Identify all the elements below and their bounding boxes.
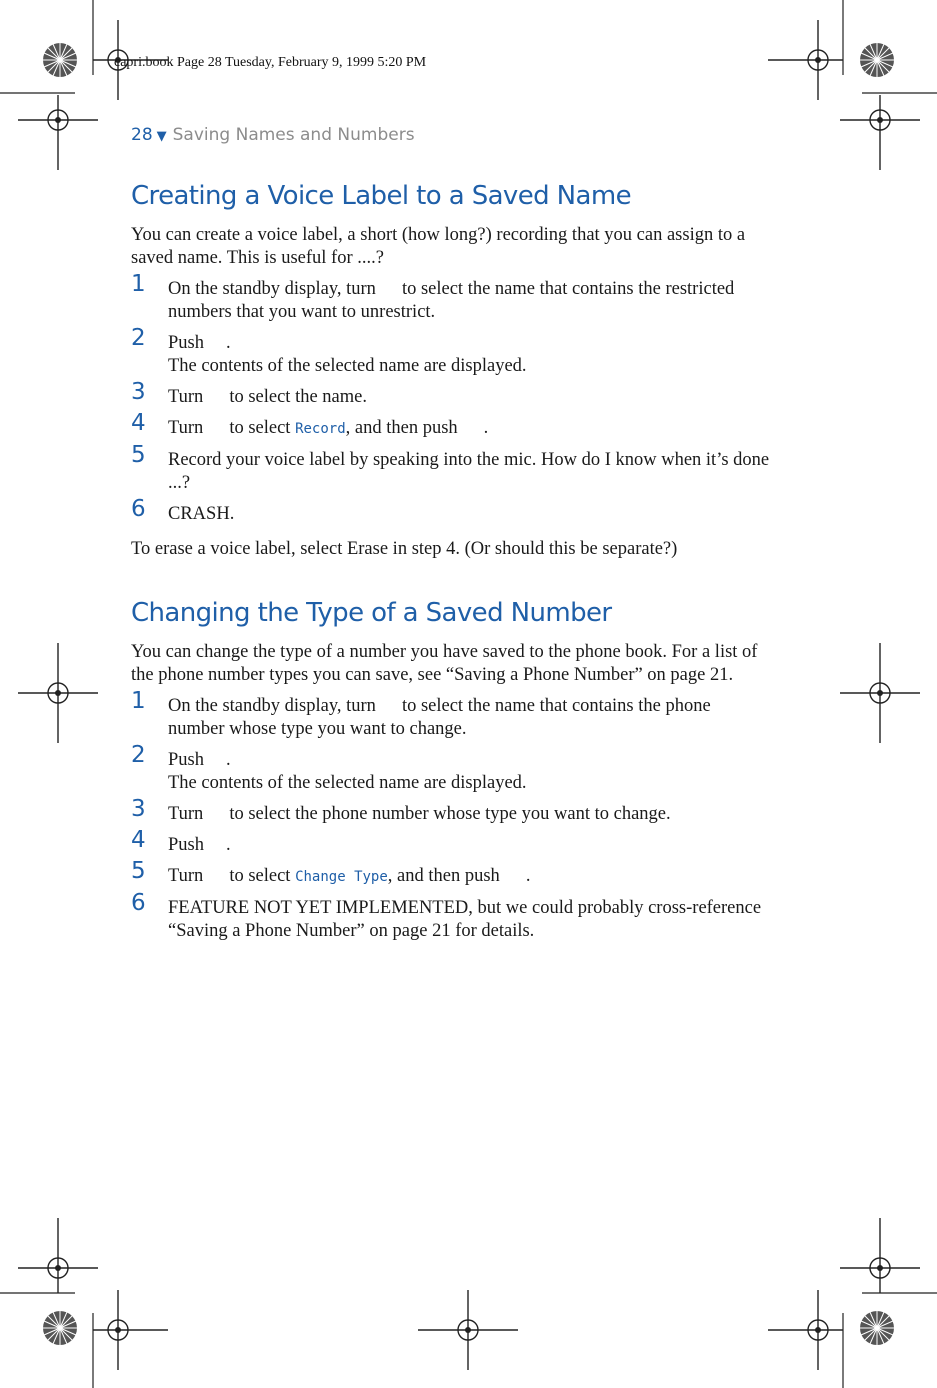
starburst-mark	[860, 43, 894, 77]
page-body	[131, 178, 771, 943]
step-number: 6	[131, 890, 146, 916]
step: 2 Push . The contents of the selected name are displayed.	[131, 749, 771, 795]
step: 3 Turn to select the phone number whose type you want to change.	[131, 796, 671, 824]
section-note: To erase a voice label, select Erase in step 4. (Or should this be separate?)	[131, 539, 678, 559]
step-number: 4	[131, 410, 146, 436]
page-number: 28	[131, 125, 153, 145]
step: 3 Turn to select the name.	[131, 379, 367, 407]
print-slug: capri.book Page 28 Tuesday, February 9, 1999 5:20 PM	[114, 55, 427, 70]
step-number: 2	[131, 325, 146, 351]
step: 5 Turn to select Change Type, and then push .	[131, 858, 531, 886]
menu-option: Change Type	[295, 869, 388, 885]
target-mark	[768, 20, 843, 100]
target-mark	[840, 95, 920, 170]
starburst-mark	[860, 1311, 894, 1345]
step: 2 Push . The contents of the selected name are displayed.	[131, 332, 771, 378]
step-number: 1	[131, 688, 146, 714]
step-result: The contents of the selected name are displayed.	[168, 356, 527, 376]
step: 4 Push .	[131, 827, 231, 855]
step-number: 6	[131, 496, 146, 522]
step-list	[131, 688, 771, 943]
step-number: 3	[131, 796, 146, 822]
section-intro: You can create a voice label, a short (how long?) recording that you can assign to a saved name. This is useful for ....?	[131, 225, 746, 268]
step: 1 On the standby display, turn to select the name that contains the restricted numbers that you want to unrestrict.	[131, 271, 735, 322]
section-name: Saving Names and Numbers	[172, 125, 415, 145]
target-mark	[18, 95, 98, 170]
step-list	[131, 271, 771, 526]
step-number: 2	[131, 742, 146, 768]
step-number: 4	[131, 827, 146, 853]
menu-option: Record	[295, 421, 346, 437]
target-mark	[840, 1218, 920, 1293]
step: 1 On the standby display, turn to select the name that contains the phone number whose type you want to change.	[131, 688, 711, 739]
step: 5 Record your voice label by speaking into the mic. How do I know when it’s done ...?	[131, 442, 770, 493]
step-number: 3	[131, 379, 146, 405]
step-number: 1	[131, 271, 146, 297]
running-head	[131, 125, 415, 145]
step: 6 FEATURE NOT YET IMPLEMENTED, but we could probably cross-reference “Saving a Phone Number” on page 21 for details.	[131, 890, 762, 941]
step-result: The contents of the selected name are displayed.	[168, 773, 527, 793]
target-mark	[93, 1290, 168, 1370]
target-mark	[18, 1218, 98, 1293]
section-title: Changing the Type of a Saved Number	[131, 598, 612, 628]
step-number: 5	[131, 858, 146, 884]
starburst-mark	[43, 1311, 77, 1345]
step: 6 CRASH.	[131, 496, 235, 524]
step: 4 Turn to select Record, and then push .	[131, 410, 489, 438]
step-number: 5	[131, 442, 146, 468]
triangle-down-icon: ▼	[156, 129, 167, 144]
section-title: Creating a Voice Label to a Saved Name	[131, 181, 631, 211]
starburst-mark	[43, 43, 77, 77]
section-intro: You can change the type of a number you have saved to the phone book. For a list of the phone number types you can save, see “Saving a Phone Number” on page 21.	[131, 642, 758, 685]
target-mark	[768, 1290, 843, 1370]
